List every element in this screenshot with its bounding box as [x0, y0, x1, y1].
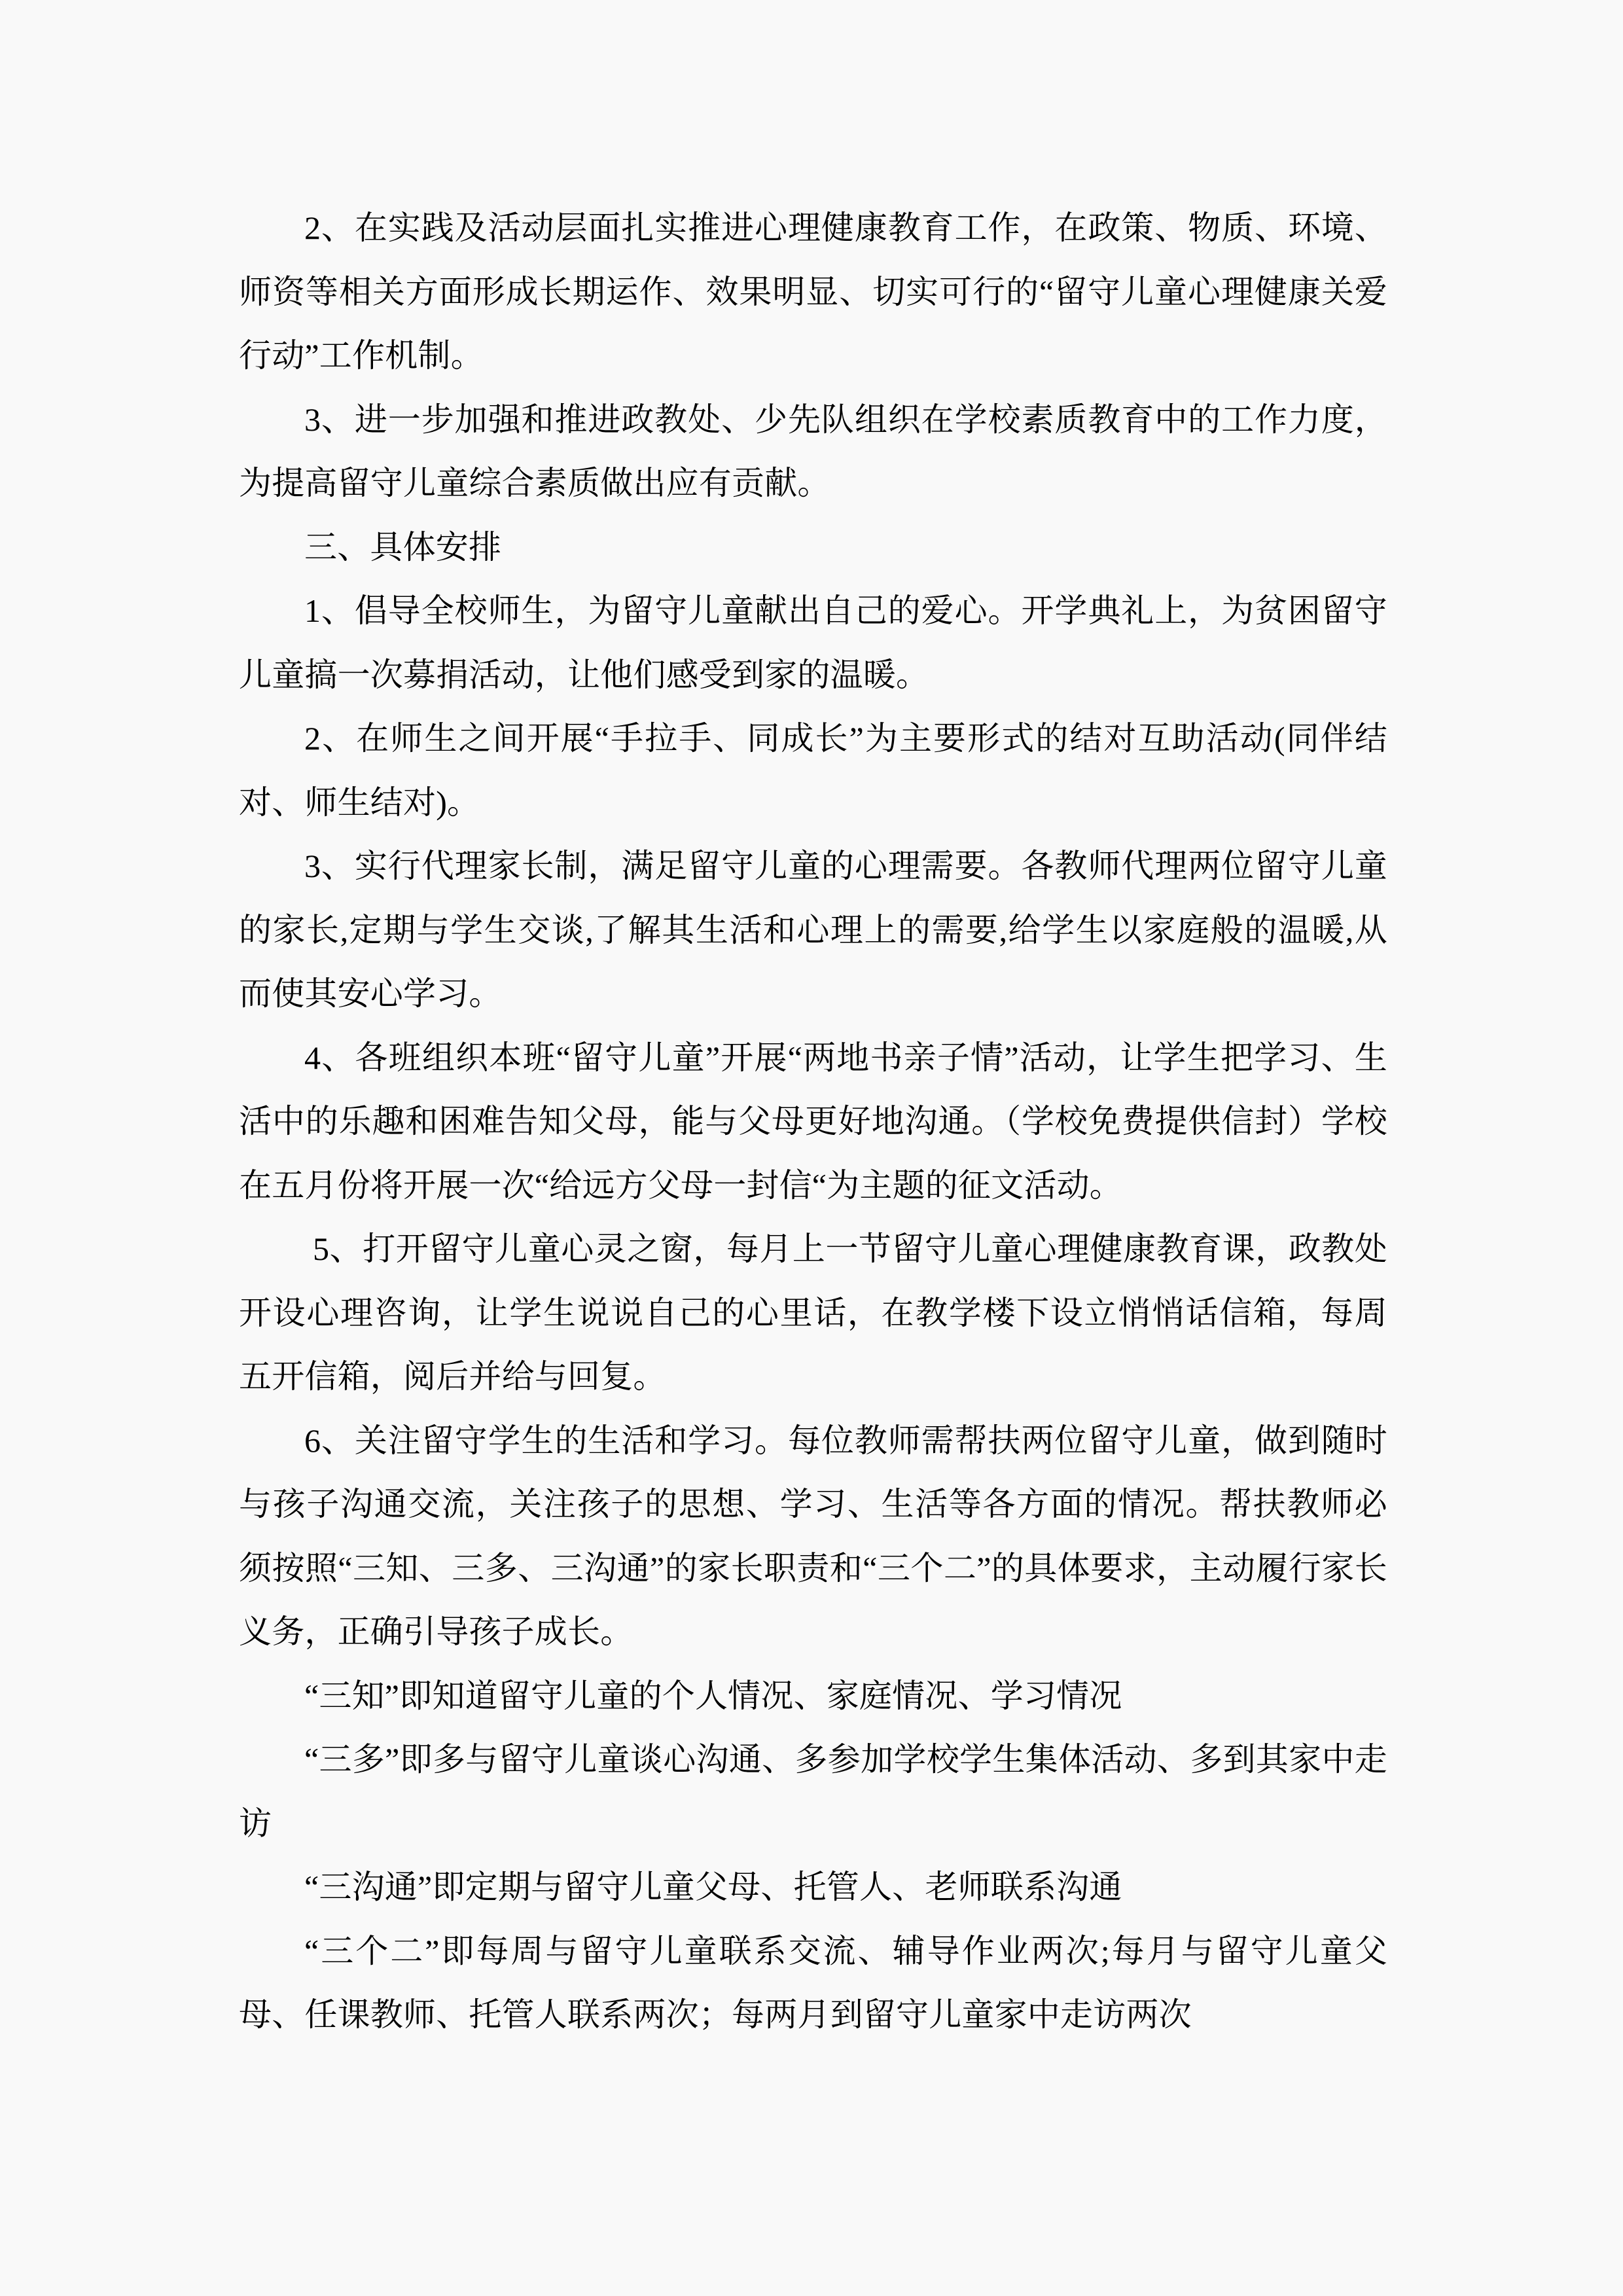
- paragraph: “三知”即知道留守儿童的个人情况、家庭情况、学习情况: [304, 1677, 1122, 1714]
- paragraph: 2、在实践及活动层面扎实推进心理健康教育工作，在政策、物质、环境、师资等相关方面形成长期运作、效果明显、切实可行的“留守儿童心理健康关爱行动”工作机制。: [239, 209, 1387, 374]
- paragraph: “三多”即多与留守儿童谈心沟通、多参加学校学生集体活动、多到其家中走访: [239, 1741, 1387, 1842]
- paragraph: 6、关注留守学生的生活和学习。每位教师需帮扶两位留守儿童，做到随时与孩子沟通交流，关注孩子的思想、学习、生活等各方面的情况。帮扶教师必须按照“三知、三多、三沟通”的家长职责和“三个二”的具体要求，主动履行家长义务，正确引导孩子成长。: [239, 1422, 1387, 1650]
- paragraph: “三个二”即每周与留守儿童联系交流、辅导作业两次;每月与留守儿童父母、任课教师、托管人联系两次；每两月到留守儿童家中走访两次: [239, 1932, 1387, 2033]
- paragraph: 4、各班组织本班“留守儿童”开展“两地书亲子情”活动，让学生把学习、生活中的乐趣和困难告知父母，能与父母更好地沟通。（学校免费提供信封）学校在五月份将开展一次“给远方父母一封信“为主题的征文活动。: [239, 1039, 1387, 1204]
- paragraph: 三、具体安排: [304, 528, 502, 565]
- paragraph: 3、进一步加强和推进政教处、少先队组织在学校素质教育中的工作力度，为提高留守儿童综合素质做出应有贡献。: [239, 401, 1387, 501]
- paragraph: 1、倡导全校师生，为留守儿童献出自己的爱心。开学典礼上，为贫困留守儿童搞一次募捐活动，让他们感受到家的温暖。: [239, 592, 1387, 693]
- paragraph: 3、实行代理家长制，满足留守儿童的心理需要。各教师代理两位留守儿童的家长,定期与学生交谈,了解其生活和心理上的需要,给学生以家庭般的温暖,从而使其安心学习。: [239, 848, 1387, 1012]
- document-body: [239, 196, 1387, 2047]
- paragraph: 5、打开留守儿童心灵之窗，每月上一节留守儿童心理健康教育课，政教处开设心理咨询，让学生说说自己的心里话，在教学楼下设立悄悄话信箱，每周五开信箱，阅后并给与回复。: [239, 1230, 1387, 1395]
- paragraph: 2、在师生之间开展“手拉手、同成长”为主要形式的结对互助活动(同伴结对、师生结对)。: [239, 720, 1387, 821]
- paragraph: “三沟通”即定期与留守儿童父母、托管人、老师联系沟通: [304, 1869, 1122, 1905]
